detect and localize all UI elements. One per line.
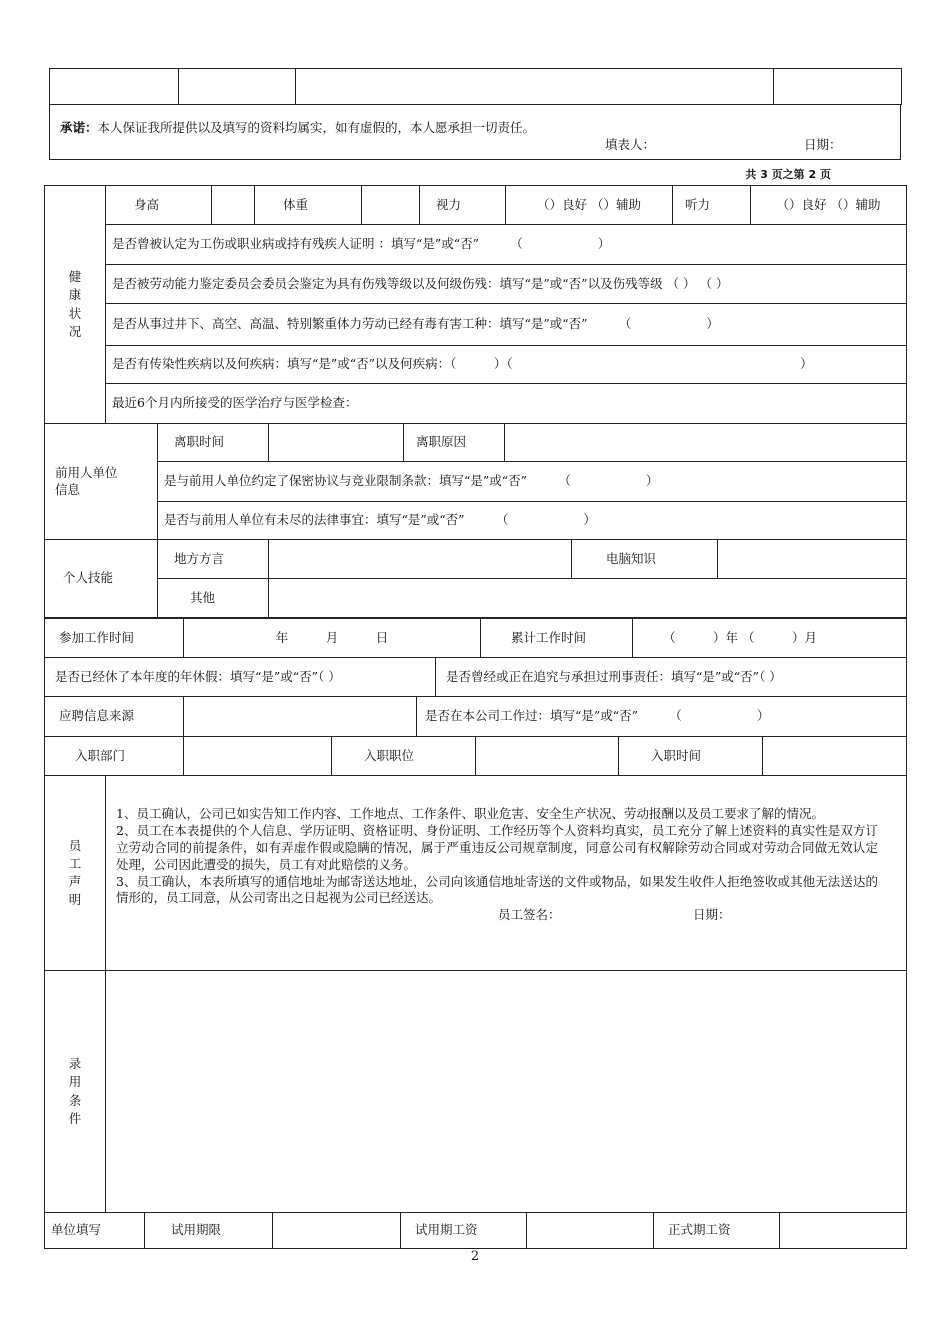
- computer-field[interactable]: [718, 540, 907, 579]
- unit-fill-table: [44, 1212, 907, 1249]
- declaration-table: [44, 775, 907, 1213]
- blank-cell[interactable]: [296, 69, 774, 105]
- vision-label: 视力: [420, 186, 506, 225]
- unit-fill-label: 单位填写: [45, 1213, 145, 1249]
- entry-position-field[interactable]: [476, 737, 619, 776]
- source-table: [44, 696, 907, 737]
- entry-position-label: 入职职位: [332, 737, 476, 776]
- hearing-options[interactable]: （）良好 （）辅助: [751, 186, 907, 225]
- entry-time-label: 入职时间: [619, 737, 763, 776]
- worked-here-question[interactable]: 是否在本公司工作过：填写“是”或“否” （ ）: [417, 697, 907, 737]
- top-partial-table: [49, 68, 902, 105]
- declaration-date-label: 日期：: [693, 907, 731, 923]
- declaration-body: [106, 776, 907, 971]
- leave-time-label: 离职时间: [158, 424, 269, 462]
- health-section-label: 健 康 状 况: [45, 186, 106, 424]
- previous-employer-question-legal[interactable]: 是否与前用人单位有未尽的法律事宜：填写“是”或“否” （ ）: [158, 502, 907, 540]
- source-label: 应聘信息来源: [45, 697, 184, 737]
- page-indicator: 共 3 页之第 2 页: [745, 168, 831, 181]
- entry-time-field[interactable]: [763, 737, 907, 776]
- health-question-injury[interactable]: 是否曾被认定为工伤或职业病或持有残疾人证明 ：填写“是”或“否” （ ）: [106, 225, 907, 265]
- health-question-hazard[interactable]: 是否从事过井下、高空、高温、特别繁重体力劳动已经有毒有害工种：填写“是”或“否” （ ）: [106, 304, 907, 346]
- hire-conditions-field[interactable]: [106, 971, 907, 1213]
- previous-employer-question-nda[interactable]: 是与前用人单位约定了保密协议与竞业限制条款：填写“是”或“否” （ ）: [158, 462, 907, 502]
- date-label: 日期：: [804, 137, 842, 152]
- blank-cell[interactable]: [774, 69, 902, 105]
- declaration-item: 2、员工在本表提供的个人信息、学历证明、资格证明、身份证明、工作经历等个人资料均真实，员工充分了解上述资料的真实性是双方订立劳动合同的前提条件，如有弄虚作假或隐瞒的情况，属于严重违反公司规章制度，同意公司有权解除劳动合同或对劳动合同做无效认定处理，公司因此遭受的损失，员工有对此赔偿的义务。: [116, 822, 878, 872]
- page-number: 2: [470, 1249, 480, 1264]
- formal-salary-field[interactable]: [780, 1213, 907, 1249]
- health-question-medical[interactable]: 最近6个月内所接受的医学治疗与医学检查：: [106, 384, 907, 424]
- skills-table: [44, 539, 907, 618]
- hire-conditions-label: 录 用 条 件: [45, 971, 106, 1213]
- height-field[interactable]: [212, 186, 255, 225]
- vision-options[interactable]: （）良好 （）辅助: [506, 186, 673, 225]
- other-skills-label: 其他: [158, 579, 269, 618]
- leave-reason-field[interactable]: [505, 424, 907, 462]
- blank-cell[interactable]: [179, 69, 296, 105]
- signer-label: 填表人：: [605, 137, 656, 152]
- skills-label: 个人技能: [45, 540, 158, 618]
- probation-salary-label: 试用期工资: [401, 1213, 527, 1249]
- work-start-field[interactable]: 年 月 日: [184, 619, 481, 658]
- work-start-label: 参加工作时间: [45, 619, 184, 658]
- probation-period-label: 试用期限: [145, 1213, 273, 1249]
- leave-reason-label: 离职原因: [404, 424, 505, 462]
- declaration-item: 3、员工确认，本表所填写的通信地址为邮寄送达地址，公司向该通信地址寄送的文件或物品，如果发生收件人拒绝签收或其他无法送达的情形的，员工同意，从公司寄出之日起视为公司已经送达。: [116, 873, 878, 906]
- annual-leave-question[interactable]: 是否已经休了本年度的年休假：填写“是”或“否”（ ）: [45, 658, 436, 697]
- total-work-field[interactable]: （ ）年 （ ）月: [633, 619, 907, 658]
- hearing-label: 听力: [673, 186, 751, 225]
- source-field[interactable]: [184, 697, 417, 737]
- entry-dept-field[interactable]: [184, 737, 332, 776]
- probation-salary-field[interactable]: [527, 1213, 654, 1249]
- dialect-label: 地方方言: [158, 540, 269, 579]
- computer-label: 电脑知识: [572, 540, 718, 579]
- entry-dept-label: 入职部门: [45, 737, 184, 776]
- employee-signature-label: 员工签名：: [498, 907, 561, 923]
- other-skills-field[interactable]: [269, 579, 907, 618]
- promise-text: 本人保证我所提供以及填写的资料均属实，如有虚假的，本人愿承担一切责任。: [97, 120, 536, 135]
- formal-salary-label: 正式期工资: [654, 1213, 780, 1249]
- height-label: 身高: [106, 186, 212, 225]
- declaration-label: 员 工 声 明: [45, 776, 106, 971]
- health-question-disability[interactable]: 是否被劳动能力鉴定委员会委员会鉴定为具有伤残等级以及何级伤残：填写“是”或“否”以及伤残等级 （ ） （ ）: [106, 265, 907, 304]
- previous-employer-table: [44, 423, 907, 540]
- criminal-question[interactable]: 是否曾经或正在追究与承担过刑事责任：填写“是”或“否”（ ）: [436, 658, 907, 697]
- blank-cell[interactable]: [50, 69, 179, 105]
- previous-employer-label: 前用人单位信息: [45, 424, 158, 540]
- weight-field[interactable]: [362, 186, 420, 225]
- health-table: [44, 185, 907, 424]
- entry-table: [44, 736, 907, 776]
- promise-label: 承诺：: [60, 120, 98, 135]
- probation-period-field[interactable]: [273, 1213, 401, 1249]
- weight-label: 体重: [255, 186, 362, 225]
- declaration-item: 1、员工确认，公司已如实告知工作内容、工作地点、工作条件、职业危害、安全生产状况、劳动报酬以及员工要求了解的情况。: [116, 806, 824, 821]
- health-question-disease[interactable]: 是否有传染性疾病以及何疾病：填写“是”或“否”以及何疾病：（ ）（ ）: [106, 346, 907, 384]
- work-time-table: [44, 618, 907, 658]
- leave-time-field[interactable]: [269, 424, 404, 462]
- leave-criminal-table: [44, 657, 907, 697]
- dialect-field[interactable]: [269, 540, 572, 579]
- promise-box: [49, 104, 901, 160]
- total-work-label: 累计工作时间: [481, 619, 633, 658]
